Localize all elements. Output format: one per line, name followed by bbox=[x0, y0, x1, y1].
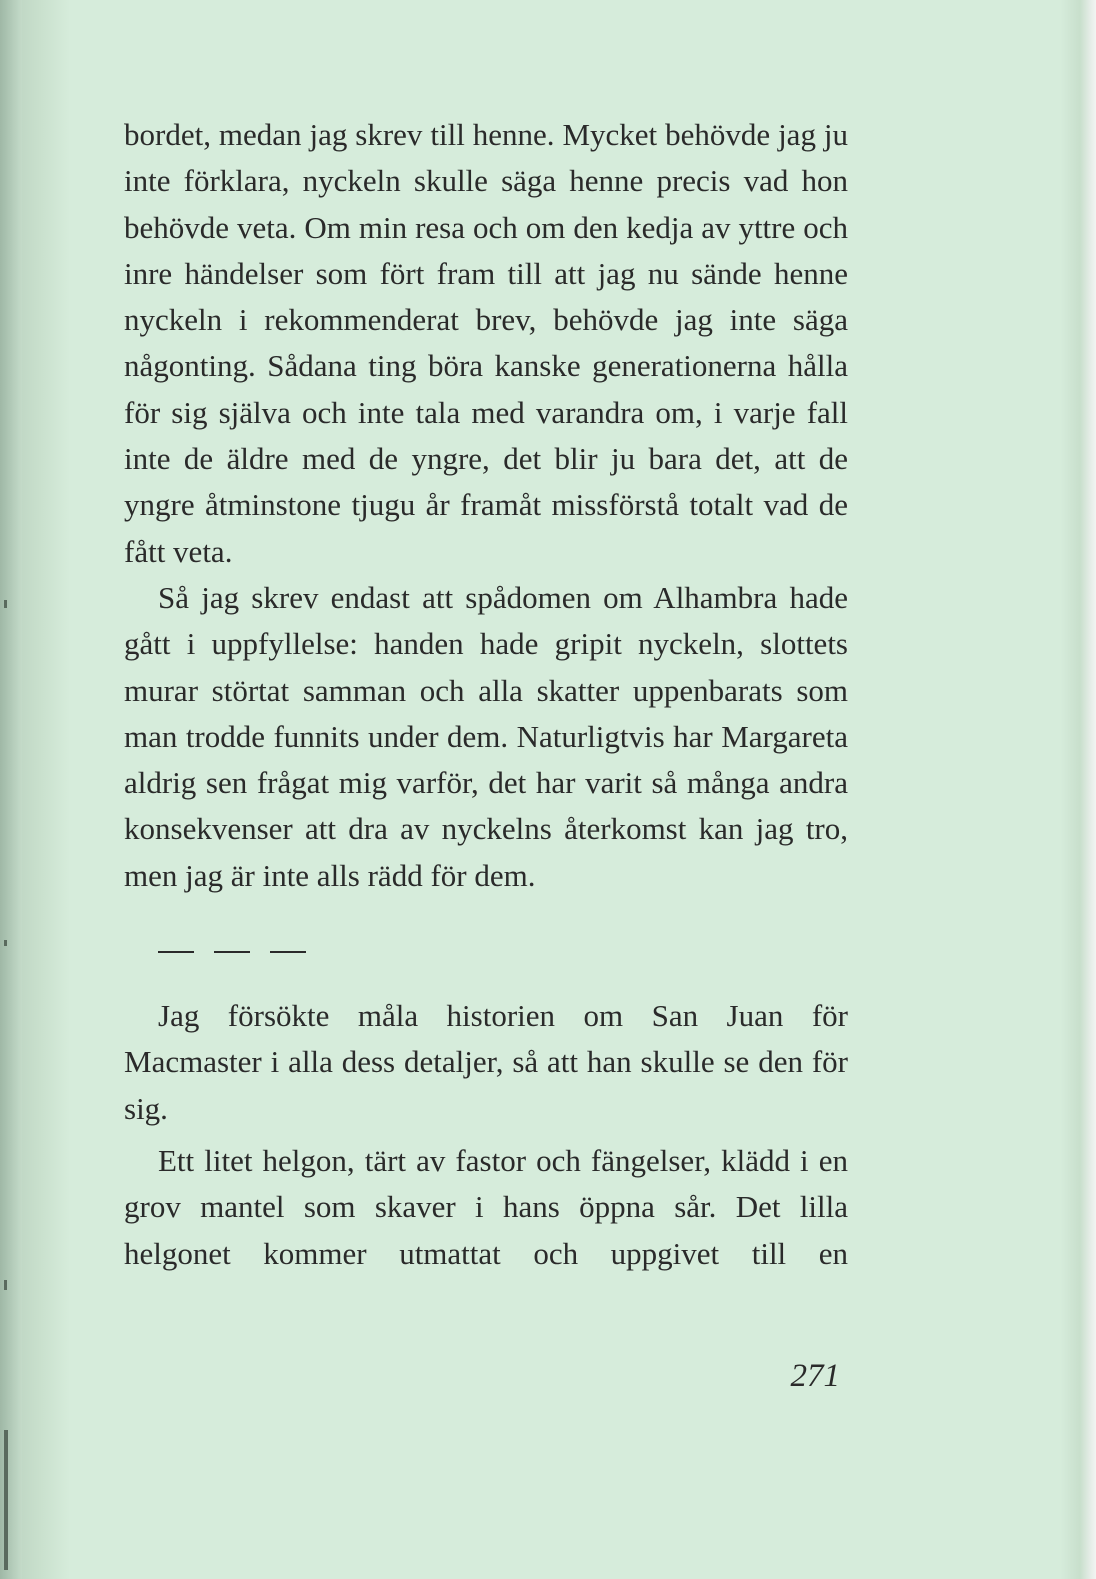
paragraph-1: bordet, medan jag skrev till henne. Mycket behövde jag ju inte förklara, nyckeln skulle säga henne precis vad hon behövde veta. Om min resa och om den kedja av yttre och inre händelser som fört fram till att jag nu sände henne nyckeln i rekommenderat brev, behövde jag inte säga någonting. Sådana ting böra kanske generationerna hålla för sig själva och inte tala med varandra om, i varje fall inte de äldre med de yngre, det blir ju bara det, att de yngre åtminstone tjugu år framåt missförstå totalt vad de fått veta. bbox=[124, 117, 848, 569]
body-text bbox=[124, 112, 848, 1277]
edge-mark bbox=[4, 1280, 7, 1290]
binding-shadow bbox=[0, 0, 22, 1579]
separator-dash bbox=[270, 951, 306, 953]
page-number: 271 bbox=[790, 1358, 840, 1394]
paragraph-2: Så jag skrev endast att spådomen om Alhambra hade gått i uppfyllelse: handen hade gripit nyckeln, slottets murar störtat samman och alla skatter uppenbarats som man trodde funnits under dem. Naturligtvis har Margareta aldrig sen frågat mig varför, det har varit så många andra konsekvenser att dra av nyckelns återkomst kan jag tro, men jag är inte alls rädd för dem. bbox=[124, 579, 848, 893]
separator-dash bbox=[158, 951, 194, 953]
paragraph-3: Jag försökte måla historien om San Juan för Macmaster i alla dess detaljer, så att han skulle se den för sig. bbox=[124, 998, 848, 1126]
paragraph-4: Ett litet helgon, tärt av fastor och fängelser, klädd i en grov mantel som skaver i hans öppna sår. Det lilla helgonet kommer utmattat och uppgivet till en bbox=[124, 1142, 848, 1271]
section-separator bbox=[158, 929, 848, 975]
separator-dash bbox=[214, 951, 250, 953]
edge-mark bbox=[4, 940, 7, 946]
edge-mark bbox=[4, 1430, 8, 1570]
edge-mark bbox=[4, 600, 7, 608]
